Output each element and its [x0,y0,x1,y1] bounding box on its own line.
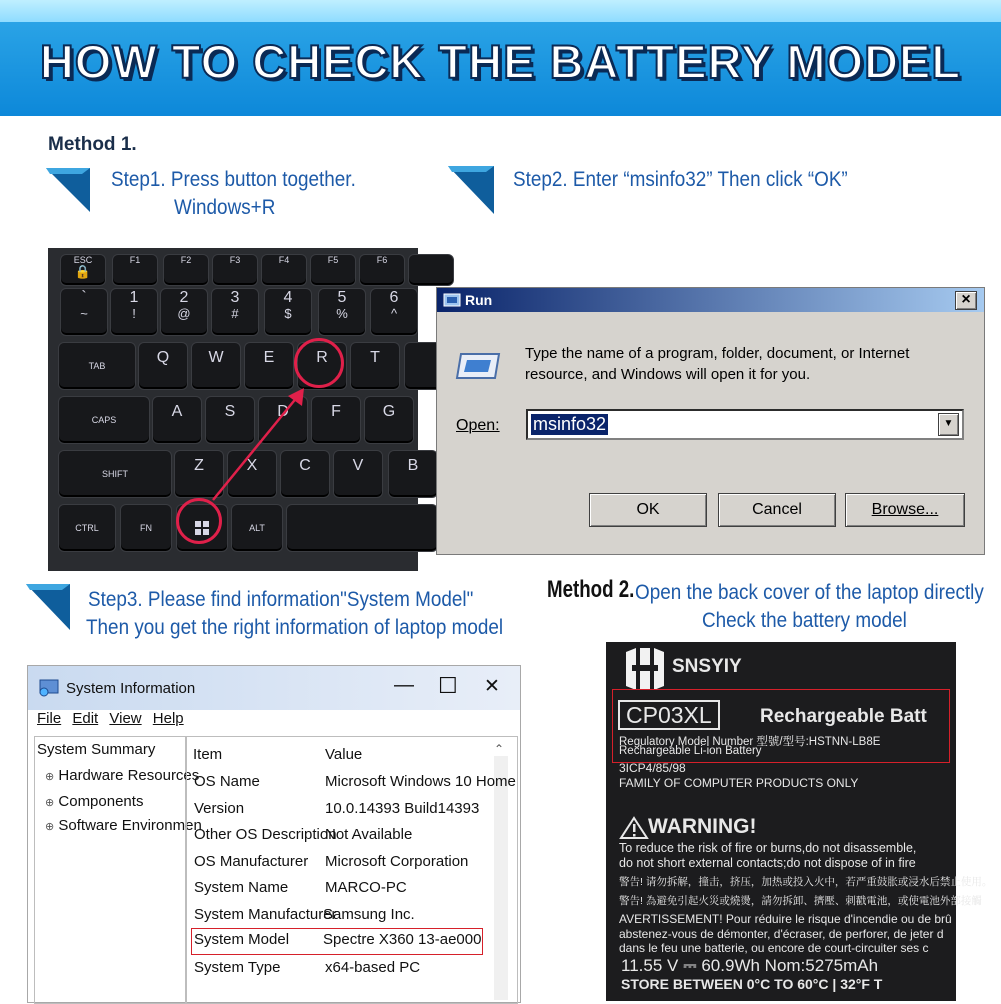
key-backtick: ` ~ [60,288,108,336]
table-row: OS Manufacturer Microsoft Corporation [194,853,469,870]
battery-label-photo [606,642,993,1001]
menu-file[interactable]: File [37,710,62,727]
open-input[interactable] [526,409,964,440]
run-titlebar [437,288,984,312]
rechargeable-title: Rechargeable Batt [760,706,927,727]
table-row-system-model: System Model Spectre X360 13-ae000 [194,931,482,948]
minimize-button[interactable]: — [394,674,414,696]
step1-line2: Windows+R [174,196,276,219]
key-a: A [152,396,202,444]
family-text: FAMILY OF COMPUTER PRODUCTS ONLY [619,776,859,790]
key-r: R [297,342,347,390]
column-value[interactable]: Value [325,746,363,763]
run-app-icon [443,293,461,307]
key-g: G [364,396,414,444]
table-row: System Type x64-based PC [194,959,421,976]
open-dropdown-button[interactable]: ▼ [938,413,959,436]
key-alt: ALT [231,504,283,552]
step3-line2: Then you get the right information of laptop model [86,616,504,639]
open-label: Open: [456,417,500,434]
step2-arrow-icon [448,158,504,214]
system-information-icon [38,678,60,698]
warning-line1: To reduce the risk of fire or burns,do not disassemble, [619,841,917,855]
key-caps: CAPS [58,396,150,444]
key-t: T [350,342,400,390]
key-f1: F1 [112,254,158,286]
key-v: V [333,450,383,498]
li-ion-text: Rechargeable Li-ion Battery [619,745,762,757]
key-esc: ESC 🔒 [60,254,106,286]
menu-view[interactable]: View [109,710,142,727]
key-shift: SHIFT [58,450,172,498]
key-z: Z [174,450,224,498]
key-f2: F2 [163,254,209,286]
brand-logo-icon [622,646,668,692]
maximize-button[interactable]: ☐ [438,673,458,698]
run-description-line2: resource, and Windows will open it for you. [525,366,811,383]
sysinfo-titlebar [28,666,520,710]
system-information-window [27,665,521,1003]
close-button[interactable]: × [955,291,977,310]
table-row: System Manufacturer Samsung Inc. [194,906,415,923]
method2-line1: Open the back cover of the laptop directly [635,581,984,604]
column-item[interactable]: Item [193,746,223,763]
warning-fr-line2: abstenez-vous de démonter, d'écraser, de perforer, de jeter d [619,927,944,941]
run-program-icon [455,350,501,382]
table-row: OS Name Microsoft Windows 10 Home [194,773,516,790]
key-4: 4 $ [264,288,312,336]
key-f: F [311,396,361,444]
table-row: Other OS Description Not Available [194,826,413,843]
warning-fr-line1: AVERTISSEMENT! Pour réduire le risque d'incendie ou de brû [619,912,952,926]
system-model-highlight [191,928,483,955]
warning-cn-line2: 警告! 為避免引起火災或燒燙，請勿拆卸、擠壓、刺戳電池，或使電池外部接觸 [619,895,982,907]
key-6: 6 ^ [370,288,418,336]
cancel-button[interactable]: Cancel [718,493,836,527]
method2-label: Method 2. [547,576,635,603]
page-title: HOW TO CHECK THE BATTERY MODEL [39,35,962,88]
key-x: X [227,450,277,498]
run-title: Run [465,292,493,308]
key-1: 1 ! [110,288,158,336]
step1-arrow-icon [46,160,102,216]
brand-name: SNSYIY [672,656,742,677]
expand-icon[interactable]: ⊕ [45,771,55,783]
tree-pane [34,736,202,1004]
key-5: 5 % [318,288,366,336]
key-3: 3 # [211,288,259,336]
battery-model: CP03XL [618,700,720,730]
menu-help[interactable]: Help [152,710,184,727]
method1-label: Method 1. [48,134,137,155]
model-highlight [612,689,950,763]
warning-fr-line3: dans le feu une batterie, ou encore de court-circuiter ses c [619,941,929,955]
run-description-line1: Type the name of a program, folder, document, or Internet [525,345,910,362]
close-button[interactable]: ✕ [484,676,500,697]
expand-icon[interactable]: ⊕ [45,821,55,833]
key-c: C [280,450,330,498]
key-ctrl: CTRL [58,504,116,552]
browse-button[interactable]: Browse... [845,493,965,527]
table-row: Version 10.0.14393 Build14393 [194,800,480,817]
warning-line2: do not short external contacts;do not dispose of in fire [619,856,916,870]
step1-line1: Step1. Press button together. [111,168,356,191]
banner-top-strip [0,0,1001,22]
key-q: Q [138,342,188,390]
step3-line1: Step3. Please find information"System Model" [88,588,474,611]
cells-text: 3ICP4/85/98 [619,761,686,775]
sysinfo-title: System Information [66,680,196,697]
tree-system-summary[interactable]: System Summary [37,741,156,758]
battery-spec: 11.55 V ⎓ 60.9Wh Nom:5275mAh [621,956,879,975]
warning-cn-line1: 警告! 请勿拆解，撞击，挤压，加热或投入火中，若严重鼓胀或浸水后禁止使用。 [619,876,993,888]
storage-temp: STORE BETWEEN 0°C TO 60°C | 32°F T [621,976,883,992]
step2-text: Step2. Enter “msinfo32” Then click “OK” [513,168,848,191]
open-input-value: msinfo32 [533,414,607,434]
key-fn: FN [120,504,172,552]
method2-line2: Check the battery model [702,609,907,632]
scroll-up-icon[interactable]: ⌃ [494,742,505,756]
key-d: D [258,396,308,444]
key-tab: TAB [58,342,136,390]
tree-hardware-resources[interactable]: ⊕ Hardware Resources [45,767,200,784]
key-2: 2 @ [160,288,208,336]
key-f5: F5 [310,254,356,286]
run-dialog [436,287,985,555]
table-header [193,746,503,772]
key-w: W [191,342,241,390]
key-e: E [244,342,294,390]
expand-icon[interactable]: ⊕ [45,797,55,809]
step3-arrow-icon [26,576,82,632]
table-row: System Name MARCO-PC [194,879,407,896]
regulatory-number: Regulatory Model Number 型號/型号:HSTNN-LB8E [619,736,881,748]
key-f3: F3 [212,254,258,286]
connector-arrow-icon [48,248,418,571]
key-s: S [205,396,255,444]
tree-components[interactable]: ⊕ Components [45,793,144,810]
tree-software-environment[interactable]: ⊕ Software Environmen [45,817,202,834]
warning-heading: WARNING! [648,815,757,838]
keyboard-photo [48,248,418,571]
menu-bar [37,710,184,727]
key-f6: F6 [359,254,405,286]
key-b: B [388,450,438,498]
warning-icon [620,817,648,839]
key-f4: F4 [261,254,307,286]
menu-edit[interactable]: Edit [72,710,99,727]
ok-button[interactable]: OK [589,493,707,527]
